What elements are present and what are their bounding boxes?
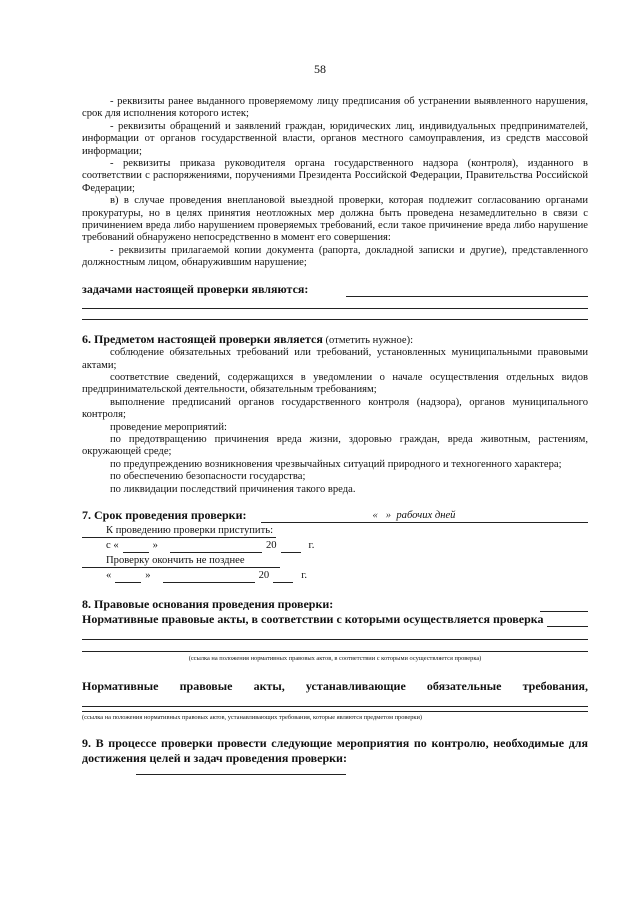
section-8-blank-line-1 [82, 639, 588, 640]
section-8-blank-line-4 [82, 711, 588, 712]
section-7-end-year-suffix: г. [301, 570, 307, 582]
intro-paragraph-5: - реквизиты прилагаемой копии документа (рапорта, докладной записки и другие), представленного должностным лицом, обнаружившим нарушение; [82, 244, 588, 269]
start-month-blank [170, 541, 262, 553]
section-7-start-year: 20 [265, 540, 277, 552]
section-7-end-open: « [106, 570, 112, 582]
section-7-start-year-suffix: г. [308, 540, 315, 552]
section-7-title-line [82, 508, 588, 523]
end-day-blank [115, 572, 141, 583]
section-8-title-line [82, 597, 588, 612]
tasks-blank-line-1 [82, 308, 588, 309]
section-7-end-date [82, 570, 588, 582]
section-6-heading [82, 332, 588, 347]
section-7-start-prefix: с « [106, 540, 119, 552]
section-6-item-3: выполнение предписаний органов государственного контроля (надзора), органов муниципального контроля; [82, 396, 588, 421]
document-body [82, 96, 588, 775]
section-6-item-8: по ликвидации последствий причинения такого вреда. [110, 483, 356, 495]
intro-paragraph-1: - реквизиты ранее выданного проверяемому лицу предписания об устранении выявленного нарушения, срок для исполнения которого истек; [82, 96, 588, 120]
tasks-label: задачами настоящей проверки являются: [82, 281, 309, 296]
section-6-item-5: по предотвращению причинения вреда жизни, здоровью граждан, вреда животным, растениям, окружающей среде; [82, 433, 588, 458]
section-6-item-7: по обеспечению безопасности государства; [110, 471, 306, 483]
section-7-end-year: 20 [258, 570, 270, 582]
section-8-title: 8. Правовые основания проведения проверки: [82, 596, 334, 611]
tasks-line [82, 282, 588, 297]
section-7-end-close: » [145, 570, 151, 582]
section-7-end-label: Проверку окончить не позднее [82, 555, 280, 568]
section-8-title-fill [540, 600, 588, 612]
section-6-item-1: соблюдение обязательных требований или требований, установленных муниципальными правовыми актами; [82, 347, 588, 371]
section-8-subtitle: Нормативные правовые акты, в соответствии с которыми осуществляется проверка [82, 611, 544, 626]
section-8-subtitle-line [82, 612, 588, 627]
start-year-blank [281, 542, 301, 553]
intro-paragraph-4: в) в случае проведения внеплановой выездной проверки, которая подлежит согласованию органами прокуратуры, но в целях принятия неотложных мер должна быть проведена незамедлительно в связи с причинением вреда либо нарушением проверяемых требований, если такое причинение вреда либо нарушение требований обнаружено непосредственно в момент его совершения: [82, 195, 588, 244]
section-8-subtitle-fill [547, 615, 588, 627]
section-7-start-label: К проведению проверки приступить: [82, 525, 276, 538]
section-8-blank-line-2 [82, 651, 588, 652]
tasks-fill-line [346, 285, 588, 297]
start-day-blank [123, 542, 149, 553]
intro-paragraph-2: - реквизиты обращений и заявлений граждан, юридических лиц, индивидуальных предпринимателей, информации от органов государственной власти, органов местного самоуправления, из средств массовой информации; [82, 120, 588, 157]
section-9-title: 9. В процессе проверки провести следующие мероприятия по контролю, необходимые для достижения целей и задач проведения проверки: [82, 735, 588, 765]
section-8-note-2: (ссылка на положения нормативных правовых актов, устанавливающих требования, которые являются предметом проверки) [82, 713, 423, 721]
end-month-blank [163, 571, 255, 583]
section-6-item-4: проведение мероприятий: [110, 421, 227, 433]
intro-paragraph-3: - реквизиты приказа руководителя органа государственного надзора (контроля), изданного в соответствии с распоряжениями, поручениями Президента Российской Федерации, Правительства Российской Федерации; [82, 158, 588, 194]
section-6-title: 6. Предметом настоящей проверки является [82, 331, 323, 346]
section-7-title: 7. Срок проведения проверки: [82, 507, 247, 522]
section-7-start-date [82, 540, 588, 552]
section-6-item-2: соответствие сведений, содержащихся в уведомлении о начале осуществления отдельных видов предпринимательской деятельности, обязательным требованиям; [82, 371, 588, 396]
end-year-blank [273, 572, 293, 583]
section-7-days: « » рабочих дней [372, 509, 456, 521]
section-6-title-note: (отметить нужное): [325, 334, 414, 346]
section-8-line-2: Нормативные правовые акты, устанавливающие обязательные требования, [82, 678, 588, 693]
section-8-note-1: (ссылка на положения нормативных правовых актов, в соответствии с которыми осуществляется проверка) [188, 654, 482, 662]
section-8-blank-line-3 [82, 706, 588, 707]
section-6-item-6: по предупреждению возникновения чрезвычайных ситуаций природного и техногенного характера; [110, 458, 562, 470]
page-number: 58 [314, 62, 326, 76]
section-7-start-quote: » [152, 540, 158, 552]
section-7-days-line [261, 509, 588, 523]
